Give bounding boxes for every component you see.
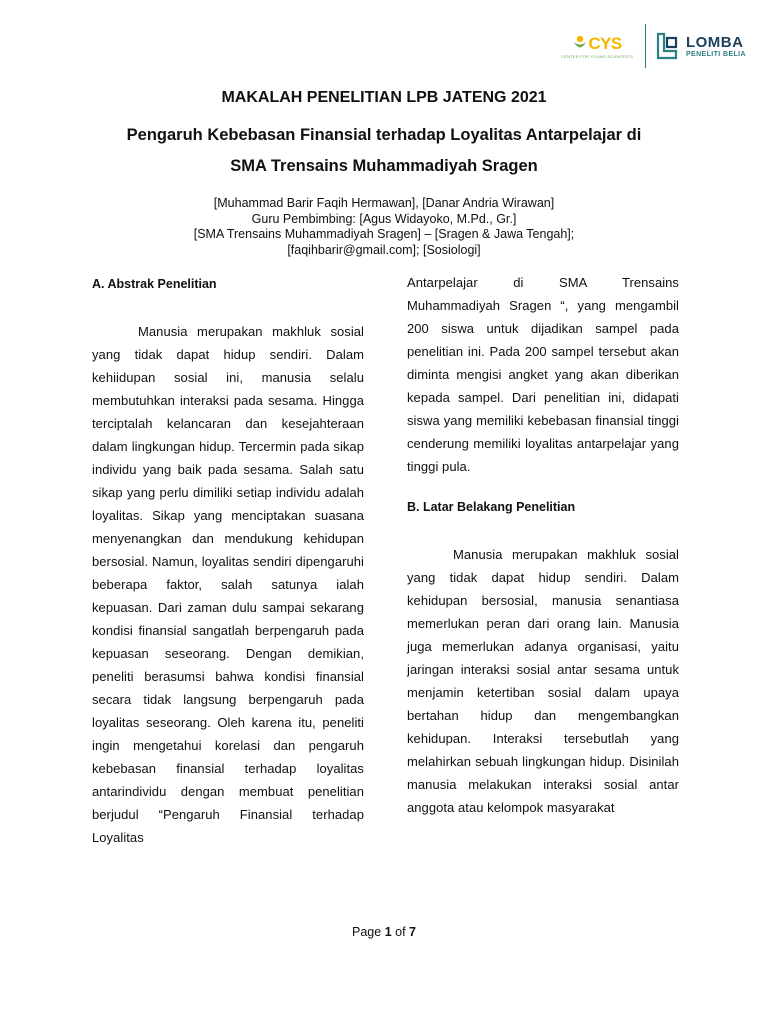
section-a-paragraph-continued: Antarpelajar di SMA Trensains Muhammadiyah Sragen “, yang mengambil 200 siswa untuk dijadikan sampel pada penelitian ini. Pada 200 sampel tersebut akan diminta mengisi angket yang akan diberikan kepada sampel. Dari penelitian ini, didapati siswa yang memiliki kebebasan finansial tinggi cenderung memiliki loyalitas antarpelajar yang tinggi pula. [407, 275, 679, 474]
cys-logo-text: CYS [588, 33, 622, 53]
spacer [407, 516, 679, 543]
lomba-logo-subtitle: PENELITI BELIA [685, 50, 746, 58]
paper-title-line-2: SMA Trensains Muhammadiyah Sragen [230, 157, 538, 175]
lomba-emblem-icon [654, 31, 680, 61]
lomba-logo [654, 31, 746, 61]
page-of: of [395, 925, 406, 939]
section-b-heading: B. Latar Belakang Penelitian [407, 500, 576, 514]
page-word: Page [352, 925, 382, 939]
logo-divider [645, 24, 646, 68]
spacer [92, 293, 364, 320]
page-current: 1 [384, 925, 392, 939]
page-number [0, 925, 768, 939]
paper-title-line-1: Pengaruh Kebebasan Finansial terhadap Loyalitas Antarpelajar di [126, 126, 642, 144]
cys-logo [561, 34, 633, 59]
paper-series-title: MAKALAH PENELITIAN LPB JATENG 2021 [221, 89, 547, 106]
spacer [407, 478, 679, 499]
cys-leaf-icon [572, 35, 588, 53]
page-total: 7 [409, 925, 416, 939]
advisor-name: Guru Pembimbing: [Agus Widayoko, M.Pd., Gr.] [251, 211, 517, 226]
author-contact: [faqihbarir@gmail.com]; [Sosiologi] [287, 242, 481, 257]
header-logos [561, 22, 746, 70]
author-names: [Muhammad Barir Faqih Hermawan], [Danar Andria Wirawan] [213, 196, 555, 210]
author-affiliation: [SMA Trensains Muhammadiyah Sragen] – [Sragen & Jawa Tengah]; [193, 227, 575, 241]
paper-title [0, 120, 768, 182]
section-b-paragraph: Manusia merupakan makhluk sosial yang tidak dapat hidup sendiri. Dalam kehidupan bersosial, manusia senantiasa memerlukan peran dari orang lain. Manusia juga memerlukan adanya organisasi, yaitu jaringan interaksi sosial antar sesama untuk menjamin ketertiban sosial dalam upaya bertahan hidup dan mengembangkan kehidupan. Interaksi tersebutlah yang melahirkan sebuah lingkungan hidup. Disinilah manusia melakukan interaksi sosial antar anggota atau kelompok masyarakat [407, 547, 679, 815]
paper-header [0, 88, 768, 258]
cys-logo-tagline: CENTER FOR YOUNG SCIENTISTS [561, 53, 633, 59]
section-a-heading: A. Abstrak Penelitian [92, 277, 217, 291]
lomba-logo-title: LOMBA [685, 33, 744, 51]
author-block [0, 196, 768, 258]
section-a-paragraph: Manusia merupakan makhluk sosial yang tidak dapat hidup sendiri. Dalam kehiidupan sosial ini, manusia selalu membutuhkan interaksi pada sesama. Hingga terciptalah kelancaran dan kesejahteraan dalam lingkungan hidup. Tercermin pada sikap individu yang baik pada sesama. Salah satu sikap yang perlu dimiliki setiap individu adalah loyalitas. Sikap yang menciptakan suasana menyenangkan dan mendukung kehidupan bersosial. Namun, loyalitas sendiri dipengaruhi beberapa faktor, salah satunya ialah kepuasan. Dari zaman dulu sampai sekarang kondisi finansial sangatlah berpengaruh pada kepuasan seseorang. Dengan demikian, peneliti berasumsi bahwa kondisi finansial secara tidak langsung berpengaruh pada loyalitas seseorang. Oleh karena itu, peneliti ingin mengetahui korelasi dan pengaruh kebebasan finansial terhadap loyalitas antarindividu dengan membuat penelitian berjudul “Pengaruh Finansial terhadap Loyalitas [92, 324, 364, 845]
left-column [92, 276, 364, 849]
right-column [407, 271, 679, 819]
